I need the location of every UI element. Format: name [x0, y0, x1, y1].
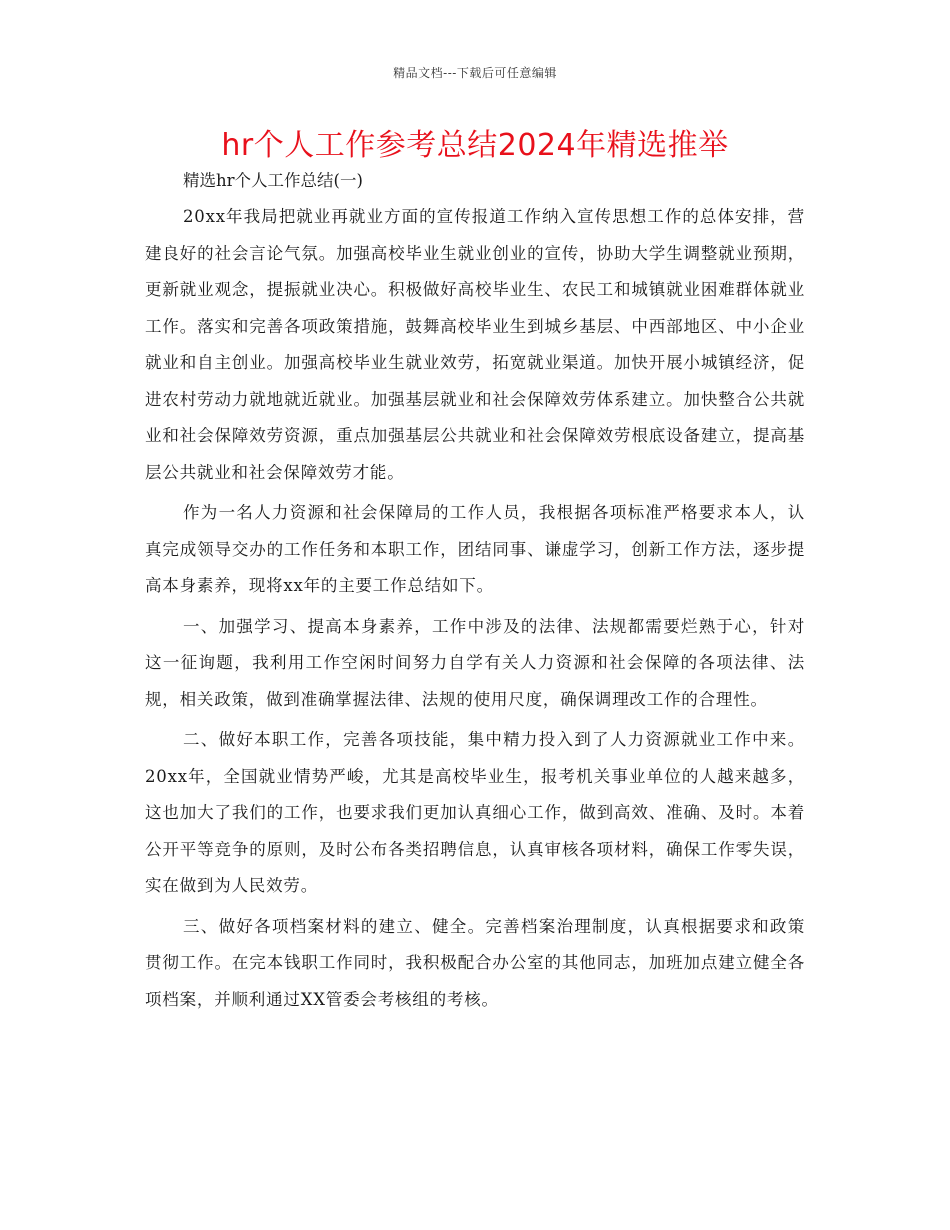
paragraph-4: 二、做好本职工作，完善各项技能，集中精力投入到了人力资源就业工作中来。20xx年，全国就业情势严峻，尤其是高校毕业生，报考机关事业单位的人越来越多，这也加大了我们的工作，也要求我们更加认真细心工作，做到高效、准确、及时。本着公开平等竞争的原则，及时公布各类招聘信息，认真审核各项材料，确保工作零失误，实在做到为人民效劳。 — [145, 730, 805, 895]
document-body — [145, 166, 805, 1022]
paragraph-5: 三、做好各项档案材料的建立、健全。完善档案治理制度，认真根据要求和政策贯彻工作。在完本钱职工作同时，我积极配合办公室的其他同志，加班加点建立健全各项档案，并顺利通过XX管委会考核组的考核。 — [145, 916, 805, 1009]
paragraph-1: 20xx年我局把就业再就业方面的宣传报道工作纳入宣传思想工作的总体安排，营建良好的社会言论气氛。加强高校毕业生就业创业的宣传，协助大学生调整就业预期，更新就业观念，提振就业决心。积极做好高校毕业生、农民工和城镇就业困难群体就业工作。落实和完善各项政策措施，鼓舞高校毕业生到城乡基层、中西部地区、中小企业就业和自主创业。加强高校毕业生就业效劳，拓宽就业渠道。加快开展小城镇经济，促进农村劳动力就地就近就业。加强基层就业和社会保障效劳体系建立。加快整合公共就业和社会保障效劳资源，重点加强基层公共就业和社会保障效劳根底设备建立，提高基层公共就业和社会保障效劳才能。 — [145, 207, 805, 482]
section-subtitle: 精选hr个人工作总结(一) — [183, 171, 363, 190]
paragraph-2: 作为一名人力资源和社会保障局的工作人员，我根据各项标准严格要求本人，认真完成领导交办的工作任务和本职工作，团结同事、谦虚学习，创新工作方法，逐步提高本身素养，现将xx年的主要工作总结如下。 — [145, 503, 805, 595]
document-title: hr个人工作参考总结2024年精选推举 — [221, 128, 729, 163]
header-note: 精品文档---下载后可任意编辑 — [393, 66, 557, 80]
paragraph-3: 一、加强学习、提高本身素养，工作中涉及的法律、法规都需要烂熟于心，针对这一征询题，我利用工作空闲时间努力自学有关人力资源和社会保障的各项法律、法规，相关政策，做到准确掌握法律、法规的使用尺度，确保调理改工作的合理性。 — [145, 616, 805, 709]
